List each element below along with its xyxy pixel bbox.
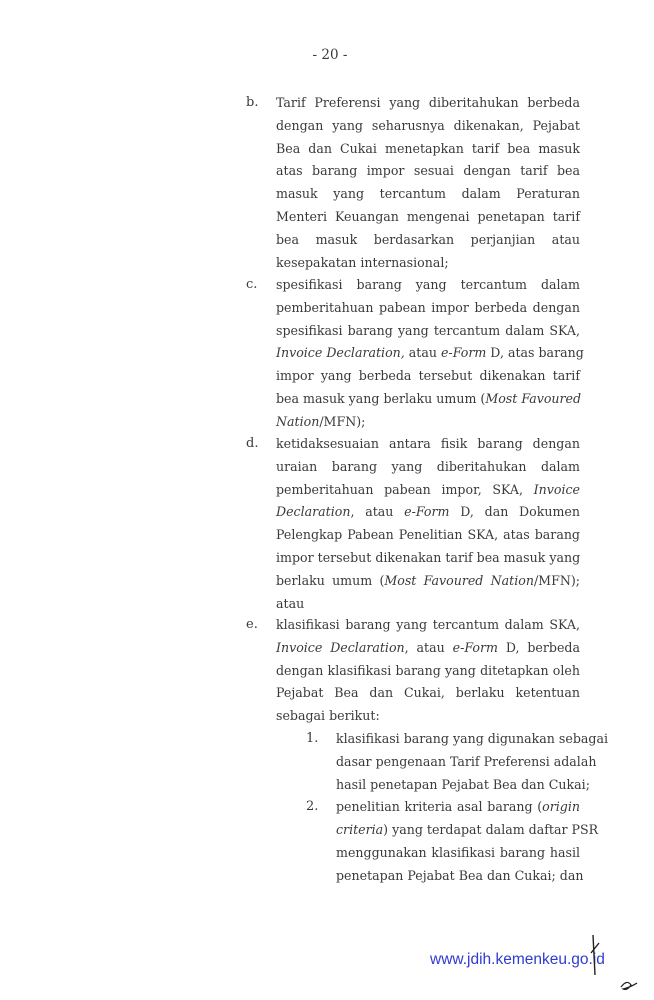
text-segment: kesepakatan internasional;	[276, 254, 449, 270]
text-line	[276, 274, 580, 297]
italic-text: Most Favoured Nation	[384, 572, 534, 588]
list-item-d	[246, 433, 580, 615]
text-segment: D, berbeda	[497, 639, 580, 655]
text-line	[276, 547, 580, 570]
text-line	[276, 388, 580, 411]
item-body	[336, 796, 599, 887]
text-segment: Menteri Keuangan mengenai penetapan tarif	[276, 208, 580, 224]
text-segment: klasifikasi barang yang tercantum dalam SKA,	[276, 617, 580, 632]
text-line	[276, 524, 580, 547]
text-line	[276, 160, 580, 183]
text-line	[276, 92, 580, 115]
text-line	[276, 433, 580, 456]
item-body	[276, 433, 580, 615]
item-label: b.	[246, 95, 259, 110]
text-line	[276, 206, 580, 229]
text-line	[336, 796, 580, 819]
italic-text: Declaration	[276, 504, 351, 520]
italic-text: Nation	[276, 413, 320, 429]
text-segment: impor tersebut dikenakan tarif bea masuk yang	[276, 549, 581, 565]
text-line	[336, 865, 584, 888]
signature-initial-mark	[585, 935, 645, 995]
text-segment: bea masuk yang berlaku umum (	[276, 390, 486, 406]
text-segment: pemberitahuan pabean impor berbeda dengan	[276, 299, 580, 315]
text-segment: impor yang berbeda tersebut dikenakan tarif	[276, 368, 580, 384]
italic-text: e-Form	[452, 639, 498, 655]
text-line	[276, 682, 580, 705]
text-line	[276, 570, 580, 593]
text-line	[276, 456, 580, 479]
text-line	[276, 411, 580, 434]
text-segment: atau	[404, 345, 441, 361]
text-line	[336, 819, 599, 842]
item-label: 1.	[306, 730, 319, 746]
text-segment: sebagai berikut:	[276, 708, 380, 724]
text-line	[276, 297, 580, 320]
page-number: - 20 -	[312, 47, 348, 63]
italic-text: origin	[542, 799, 580, 815]
text-line	[336, 842, 580, 865]
text-segment: /MFN);	[319, 413, 366, 429]
text-segment: spesifikasi barang yang tercantum dalam	[276, 277, 580, 292]
text-line	[336, 751, 597, 774]
text-segment: , atau	[404, 639, 453, 655]
text-line	[276, 320, 580, 343]
italic-text: e-Form	[404, 504, 450, 520]
text-line	[336, 774, 590, 797]
text-segment: atau	[276, 595, 305, 611]
list-item-c	[246, 274, 584, 434]
item-body	[276, 92, 580, 274]
text-segment: Pejabat Bea dan Cukai, berlaku ketentuan	[276, 685, 580, 701]
text-line	[276, 183, 580, 206]
sub-list-item	[306, 728, 608, 796]
text-line	[276, 614, 580, 637]
text-segment: D, dan Dokumen	[449, 504, 580, 520]
item-body	[276, 274, 584, 434]
item-body	[336, 728, 608, 796]
text-segment: uraian barang yang diberitahukan dalam	[276, 458, 580, 474]
item-label: d.	[246, 436, 259, 451]
text-line	[336, 728, 608, 751]
text-segment: D, atas barang	[486, 345, 584, 361]
text-segment: pemberitahuan pabean impor, SKA,	[276, 481, 534, 497]
text-segment: , atau	[350, 504, 405, 520]
italic-text: e-Form	[440, 345, 487, 361]
item-body	[276, 614, 608, 888]
text-segment: klasifikasi barang yang digunakan sebagai	[336, 730, 608, 746]
text-segment: dengan klasifikasi barang yang ditetapkan oleh	[276, 662, 580, 678]
text-line	[276, 229, 580, 252]
text-segment: bea masuk berdasarkan perjanjian atau	[276, 231, 580, 247]
item-label: 2.	[306, 799, 319, 815]
sub-list-item	[306, 796, 599, 887]
italic-text: Invoice Declaration	[276, 639, 405, 655]
text-segment: penelitian kriteria asal barang (	[336, 799, 543, 815]
text-segment: dasar pengenaan Tarif Preferensi adalah	[336, 753, 597, 769]
text-line	[276, 637, 580, 660]
text-segment: spesifikasi barang yang tercantum dalam SKA,	[276, 322, 580, 338]
text-segment: /MFN);	[533, 572, 580, 588]
text-line	[276, 479, 580, 502]
text-line	[276, 501, 580, 524]
text-segment: ) yang terdapat dalam daftar PSR	[383, 822, 599, 838]
text-segment: penetapan Pejabat Bea dan Cukai; dan	[336, 867, 584, 883]
footer-url-link[interactable]: www.jdih.kemenkeu.go.id	[430, 951, 605, 968]
text-segment: Pelengkap Pabean Penelitian SKA, atas barang	[276, 527, 580, 543]
text-line	[276, 252, 580, 275]
item-label: e.	[246, 617, 258, 632]
list-item-b	[246, 92, 580, 274]
text-segment: atas barang impor sesuai dengan tarif bea	[276, 163, 580, 179]
text-segment: dengan yang seharusnya dikenakan, Pejabat	[276, 117, 580, 133]
text-line	[276, 115, 580, 138]
text-line	[276, 593, 580, 616]
text-line	[276, 660, 580, 683]
text-line	[276, 705, 580, 728]
text-line	[276, 365, 580, 388]
italic-text: Most Favoured	[485, 390, 582, 406]
list-item-e	[246, 614, 608, 888]
italic-text: Invoice	[533, 481, 580, 497]
italic-text: Invoice Declaration,	[276, 345, 405, 361]
text-segment: masuk yang tercantum dalam Peraturan	[276, 186, 580, 202]
text-segment: hasil penetapan Pejabat Bea dan Cukai;	[336, 776, 590, 792]
text-line	[276, 342, 584, 365]
text-line	[276, 138, 580, 161]
text-segment: ketidaksesuaian antara fisik barang dengan	[276, 436, 580, 451]
text-segment: berlaku umum (	[276, 572, 385, 588]
text-segment: Tarif Preferensi yang diberitahukan berbeda	[276, 95, 580, 110]
italic-text: criteria	[336, 822, 384, 838]
text-segment: Bea dan Cukai menetapkan tarif bea masuk	[276, 140, 580, 156]
text-segment: menggunakan klasifikasi barang hasil	[336, 844, 580, 860]
item-label: c.	[246, 277, 258, 292]
